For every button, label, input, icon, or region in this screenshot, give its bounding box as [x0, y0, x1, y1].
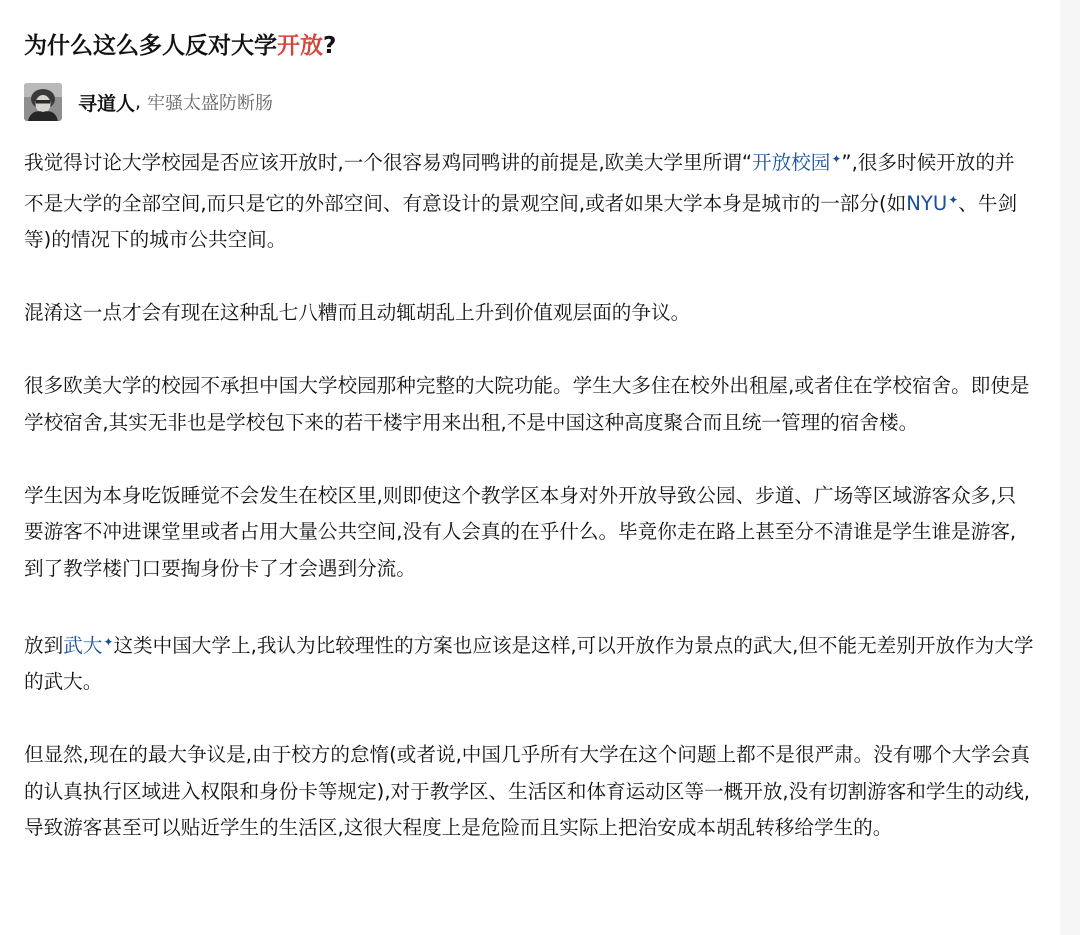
answer-paragraph-2: 混淆这一点才会有现在这种乱七八糟而且动辄胡乱上升到价值观层面的争议。 — [24, 301, 691, 324]
answer-paragraph-1 — [24, 141, 1034, 259]
author-info — [24, 82, 273, 122]
sparkle-icon: ✦ — [948, 192, 959, 207]
answer-paragraph-6: 但显然,现在的最大争议是,由于校方的怠惰(或者说,中国几乎所有大学在这个问题上都不是很严肃。没有哪个大学会真的认真执行区域进入权限和身份卡等规定),对于教学区、生活区和体育运动区等一概开放,没有切割游客和学生的动线,导致游客甚至可以贴近学生的生活区,这很大程度上是危险而且实际上把治安成本胡乱转移给学生的。 — [24, 743, 1031, 839]
avatar-image — [24, 83, 62, 121]
sparkle-icon: ✦ — [831, 152, 842, 166]
question-title-highlight: 开放 — [277, 33, 323, 59]
author-bio: 牢骚太盛防断肠 — [147, 93, 274, 114]
answer-content — [24, 141, 1034, 883]
sparkle-icon: ✦ — [103, 634, 114, 649]
answer-paragraph-3: 很多欧美大学的校园不承担中国大学校园那种完整的大院功能。学生大多住在校外出租屋,或者住在学校宿舍。即使是学校宿舍,其实无非也是学校包下来的若干楼宇用来出租,不是中国这种高度聚合而且统一管理的宿舍楼。 — [24, 374, 1030, 434]
paragraph-text: 这类中国大学上,我认为比较理性的方案也应该是这样,可以开放作为景点的武大,但不能无差别开放作为大学的武大。 — [24, 633, 1034, 693]
paragraph-text: 放到 — [24, 633, 64, 657]
question-title-mark: ? — [323, 33, 337, 59]
answer-paragraph-5 — [24, 624, 1034, 701]
link-nyu[interactable]: NYU — [906, 191, 948, 215]
avatar[interactable] — [24, 83, 62, 121]
author-separator: , — [135, 91, 142, 113]
link-whu[interactable]: 武大 — [63, 633, 103, 657]
question-title[interactable] — [24, 26, 336, 66]
link-open-campus[interactable]: 开放校园 — [751, 151, 831, 174]
author-name[interactable]: 寻道人 — [78, 92, 136, 115]
question-title-text: 为什么这么多人反对大学 — [24, 33, 277, 59]
paragraph-text: ”,很多时候开放的并不是大学的全部空间,而只是它的外部空间、有意设计的景观空间,或者如果大学本身是城市的一部分(如 — [24, 151, 1015, 215]
page-edge — [1060, 0, 1080, 935]
answer-paragraph-4: 学生因为本身吃饭睡觉不会发生在校区里,则即使这个教学区本身对外开放导致公园、步道、广场等区域游客众多,只要游客不冲进课堂里或者占用大量公共空间,没有人会真的在乎什么。毕竟你走在路上甚至分不清谁是学生谁是游客,到了教学楼门口要掏身份卡了才会遇到分流。 — [24, 483, 1017, 580]
paragraph-text: 、牛剑等)的情况下的城市公共空间。 — [24, 191, 1018, 251]
paragraph-text: 我觉得讨论大学校园是否应该开放时,一个很容易鸡同鸭讲的前提是,欧美大学里所谓“ — [24, 151, 752, 174]
